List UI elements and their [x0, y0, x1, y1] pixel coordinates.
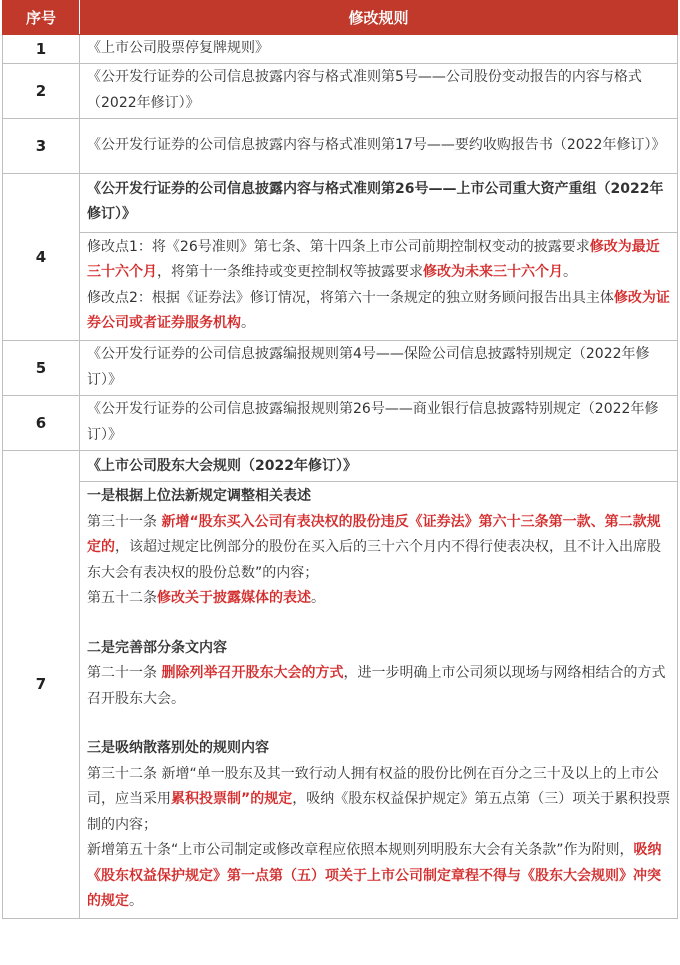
change-points — [80, 232, 677, 339]
rule-details — [80, 481, 677, 917]
rule-title: 《上市公司股票停复牌规则》 — [80, 35, 678, 64]
spacer — [87, 712, 673, 736]
row-number: 2 — [3, 63, 80, 118]
section-heading: 一是根据上位法新规定调整相关表述 — [87, 488, 311, 504]
text: 第五十二条 — [87, 590, 157, 606]
rule-title: 《公开发行证券的公司信息披露编报规则第26号——商业银行信息披露特别规定（2022年修订）》 — [80, 395, 678, 450]
table-row — [3, 118, 678, 173]
paragraph — [87, 510, 673, 587]
text: ，将第十一条维持或变更控制权等披露要求 — [157, 264, 423, 280]
text: ，吸纳《股东权益保护规定》第五点第（三）项关于累积投票制的内容； — [87, 791, 671, 833]
row-number: 4 — [3, 173, 80, 340]
row-number: 5 — [3, 340, 80, 395]
text: 第三十一条 — [87, 513, 162, 530]
text: ，该超过规定比例部分的股份在买入后的三十六个月内不得行使表决权，且不计入出席股东大会有表决权的股份总数”的内容； — [87, 539, 661, 581]
text: 第二十一条 — [87, 665, 162, 681]
row-number: 1 — [3, 35, 80, 64]
rule-title: 《公开发行证券的公司信息披露内容与格式准则第5号——公司股份变动报告的内容与格式（2022年修订）》 — [80, 63, 678, 118]
rule-title: 《公开发行证券的公司信息披露内容与格式准则第26号——上市公司重大资产重组（2022年修订）》 — [87, 180, 664, 222]
highlight-text: 修改为未来三十六个月 — [423, 264, 563, 280]
paragraph — [87, 838, 673, 915]
table-row — [3, 35, 678, 64]
highlight-text: 删除列举召开股东大会的方式 — [161, 665, 344, 681]
row-number: 3 — [3, 118, 80, 173]
paragraph — [87, 586, 673, 612]
paragraph — [87, 762, 673, 839]
text: 新增第五十条“上市公司制定或修改章程应依照本规则列明股东大会有关条款”作为附则， — [87, 842, 634, 858]
rule-title: 《公开发行证券的公司信息披露编报规则第4号——保险公司信息披露特别规定（2022年修订）》 — [80, 340, 678, 395]
table-row — [3, 395, 678, 450]
text: 。 — [563, 264, 577, 280]
table-row — [3, 450, 678, 918]
table-header-row — [3, 1, 678, 35]
highlight-text: 修改为证券公司或者证券服务机构 — [87, 289, 670, 331]
text: 。 — [311, 590, 325, 606]
table-row — [3, 63, 678, 118]
text: 第三十二条 新增“单一股东及其一致行动人拥有权益的股份比例在百分之三十及以上的上市公司，应当采用 — [87, 765, 659, 807]
change-point-1 — [87, 235, 673, 286]
highlight-text: 吸纳《股东权益保护规定》第一点第（五）项关于上市公司制定章程不得与《股东大会规则》冲突的规定 — [87, 842, 662, 909]
section-heading: 三是吸纳散落别处的规则内容 — [87, 740, 269, 756]
highlight-text: 修改为最近三十六个月 — [87, 238, 660, 280]
highlight-text: 新增“股东买入公司有表决权的股份违反《证券法》第六十三条第一款、第二款规定的 — [87, 513, 661, 555]
rule-cell — [80, 173, 678, 340]
table-row — [3, 173, 678, 340]
rule-cell — [80, 450, 678, 918]
spacer — [87, 612, 673, 636]
row-number: 6 — [3, 395, 80, 450]
paragraph — [87, 661, 673, 712]
text: 。 — [129, 893, 143, 909]
text: 修改点1：将《26号准则》第七条、第十四条上市公司前期控制权变动的披露要求 — [87, 238, 590, 255]
rules-table — [2, 0, 678, 919]
text: 。 — [241, 315, 255, 331]
header-rule: 修改规则 — [80, 1, 678, 35]
row-number: 7 — [3, 450, 80, 918]
change-point-2 — [87, 286, 673, 337]
text: ，进一步明确上市公司须以现场与网络相结合的方式召开股东大会。 — [87, 665, 666, 707]
text: 修改点2：根据《证券法》修订情况，将第六十一条规定的独立财务顾问报告出具主体 — [87, 289, 614, 306]
rule-title: 《上市公司股东大会规则（2022年修订）》 — [87, 457, 357, 474]
header-num: 序号 — [3, 1, 80, 35]
table-row — [3, 340, 678, 395]
rule-title: 《公开发行证券的公司信息披露内容与格式准则第17号——要约收购报告书（2022年修订）》 — [80, 118, 678, 173]
highlight-text: 修改关于披露媒体的表述 — [157, 590, 311, 606]
highlight-text: 累积投票制”的规定 — [171, 791, 293, 807]
section-heading: 二是完善部分条文内容 — [87, 639, 227, 656]
